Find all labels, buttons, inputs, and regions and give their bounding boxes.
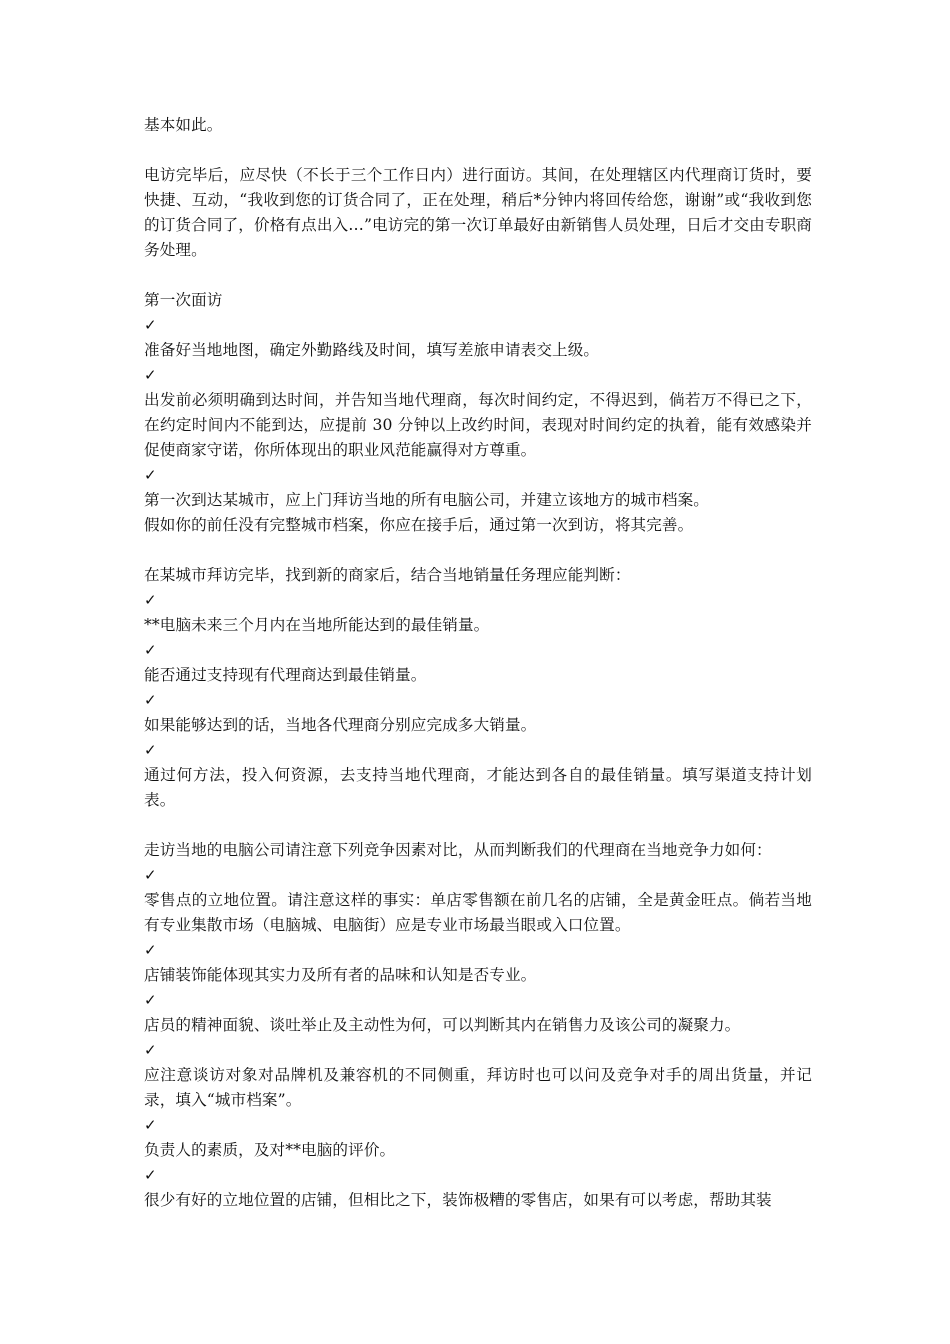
check-mark-icon: ✓ [144,1041,157,1059]
check-mark-icon: ✓ [144,991,157,1009]
paragraph-gap [144,538,812,563]
paragraph-after-phone-visit: 电访完毕后，应尽快（不长于三个工作日内）进行面访。其间，在处理辖区内代理商订货时，要快捷、互动，“我收到您的订货合同了，正在处理，稍后*分钟内将回传给您，谢谢”或“我收到您的订货合同了，价格有点出入…”电访完的第一次订单最好由新销售人员处理，日后才交由专职商务处理。 [144,166,812,259]
paragraph-agent-volume: 如果能够达到的话，当地各代理商分别应完成多大销量。 [144,716,537,734]
paragraph-decoration: 店铺装饰能体现其实力及所有者的品味和认知是否专业。 [144,966,537,984]
paragraph-gap [144,138,812,163]
check-mark-icon: ✓ [144,591,157,609]
section-heading-first-visit: 第一次面访 [144,291,223,309]
paragraph-resources: 通过何方法，投入何资源，去支持当地代理商，才能达到各自的最佳销量。填写渠道支持计划表。 [144,766,812,809]
paragraph-brand-focus: 应注意谈访对象对品牌机及兼容机的不同侧重，拜访时也可以问及竞争对手的周出货量，并记录，填入“城市档案”。 [144,1066,812,1109]
paragraph-conclusion: 基本如此。 [144,116,223,134]
paragraph-city-file: 第一次到达某城市，应上门拜访当地的所有电脑公司，并建立该地方的城市档案。 [144,491,709,509]
check-mark-icon: ✓ [144,741,157,759]
paragraph-support-agents: 能否通过支持现有代理商达到最佳销量。 [144,666,427,684]
check-mark-icon: ✓ [144,1116,157,1134]
check-mark-icon: ✓ [144,1166,157,1184]
paragraph-competition-intro: 走访当地的电脑公司请注意下列竞争因素对比，从而判断我们的代理商在当地竞争力如何： [144,841,772,859]
paragraph-prepare-map: 准备好当地地图，确定外勤路线及时间，填写差旅申请表交上级。 [144,341,600,359]
check-mark-icon: ✓ [144,866,157,884]
paragraph-staff: 店员的精神面貌、谈吐举止及主动性为何，可以判断其内在销售力及该公司的凝聚力。 [144,1016,741,1034]
check-mark-icon: ✓ [144,641,157,659]
paragraph-poor-decoration: 很少有好的立地位置的店铺，但相比之下，装饰极糟的零售店，如果有可以考虑，帮助其装 [144,1191,772,1209]
paragraph-arrival-time: 出发前必须明确到达时间，并告知当地代理商，每次时间约定，不得迟到，倘若万不得已之下，在约定时间内不能到达，应提前 30 分钟以上改约时间，表现对时间约定的执着，能有效感染并促使商家守诺，你所体现出的职业风范能赢得对方尊重。 [144,391,812,459]
check-mark-icon: ✓ [144,691,157,709]
check-mark-icon: ✓ [144,316,157,334]
document-body [144,113,812,1213]
paragraph-manager-quality: 负责人的素质，及对**电脑的评价。 [144,1141,396,1159]
check-mark-icon: ✓ [144,366,157,384]
paragraph-predecessor-file: 假如你的前任没有完整城市档案，你应在接手后，通过第一次到访，将其完善。 [144,516,694,534]
paragraph-gap [144,813,812,838]
paragraph-judgement-intro: 在某城市拜访完毕，找到新的商家后，结合当地销量任务理应能判断： [144,566,631,584]
paragraph-gap [144,263,812,288]
paragraph-best-sales: **电脑未来三个月内在当地所能达到的最佳销量。 [144,616,490,634]
check-mark-icon: ✓ [144,941,157,959]
check-mark-icon: ✓ [144,466,157,484]
paragraph-location: 零售点的立地位置。请注意这样的事实：单店零售额在前几名的店铺，全是黄金旺点。倘若当地有专业集散市场（电脑城、电脑街）应是专业市场最当眼或入口位置。 [144,891,812,934]
